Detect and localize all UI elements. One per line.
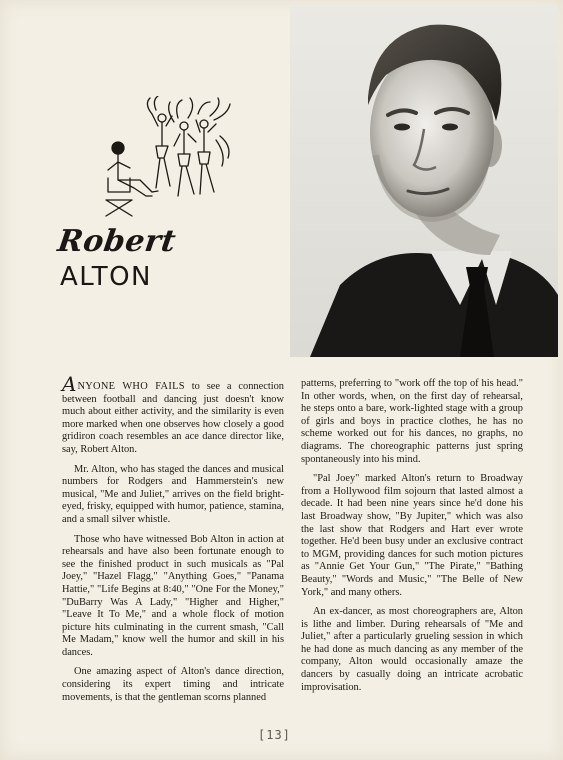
article-column-left [62, 372, 284, 711]
article-paragraph-lead [62, 372, 284, 457]
page-number: [13] [258, 728, 291, 742]
director-and-dancers-sketch-icon [100, 96, 235, 224]
article-paragraph: "Pal Joey" marked Alton's return to Broadway from a Hollywood film sojourn that lasted almost a decade. It had been nine years since he'd done his last Broadway show, "By Jupiter," which was also the last show that Rodgers and Hart ever wrote together. He'd been busy under an exclusive contract to MGM, providing dances for such motion pictures as "Annie Get Your Gun," "The Pirate," "Bathing Beauty," "Words and Music," "The Belle of New York," and many others. [301, 473, 523, 598]
drop-cap: A [62, 372, 77, 396]
lead-text: to see a connection between football and dancing just doesn't know much about either activity, and the similarity is even more marked when one observes how closely a good gridiron coach resembles an ace dance director like, say, Robert Alton. [62, 381, 284, 455]
article-paragraph: patterns, preferring to "work off the top of his head." In other words, when, on the first day of rehearsal, he steps onto a bare, work-lighted stage with a group of girls and boys in practice clothes, he has no scheme worked out for his dances, no graphs, no diagrams. The choreographic patterns just spring spontaneously into his mind. [301, 378, 523, 465]
last-name-heading: ALTON [60, 262, 152, 292]
article-paragraph: Those who have witnessed Bob Alton in action at rehearsals and have also been fortunate enough to see the finished product in such musicals as "Pal Joey," "Hazel Flagg," "Anything Goes," "Panama Hattie," "Life Begins at 8:40," "One For the Money," "DuBarry Was A Lady," "Higher and Higher," "Leave It To Me," and a whole flock of motion picture hits culminating in the current smash, "Call Me Madam," know well the humor and skill in his dances. [62, 533, 284, 658]
article-column-right [301, 378, 523, 701]
article-paragraph: One amazing aspect of Alton's dance direction, considering its expert timing and intricate movements, is that the gentleman scorns planned [62, 666, 284, 703]
man-portrait-photo-icon [290, 5, 558, 357]
article-paragraph: Mr. Alton, who has staged the dances and musical numbers for Rodgers and Hammerstein's new musical, "Me and Juliet," arrives on the field bright-eyed, frisky, equipped with humor, patience, stamina, and a small silver whistle. [62, 463, 284, 525]
article-paragraph: An ex-dancer, as most choreographers are, Alton is lithe and limber. During rehearsals of "Me and Juliet," after a particularly grueling session in which he had done as much dancing as any member of the company, Alton would occasionally amaze the dancers by casually doing an intricate acrobatic improvisation. [301, 606, 523, 693]
lead-smallcaps: NYONE WHO FAILS [77, 381, 185, 392]
first-name-heading: Robert [55, 224, 179, 259]
